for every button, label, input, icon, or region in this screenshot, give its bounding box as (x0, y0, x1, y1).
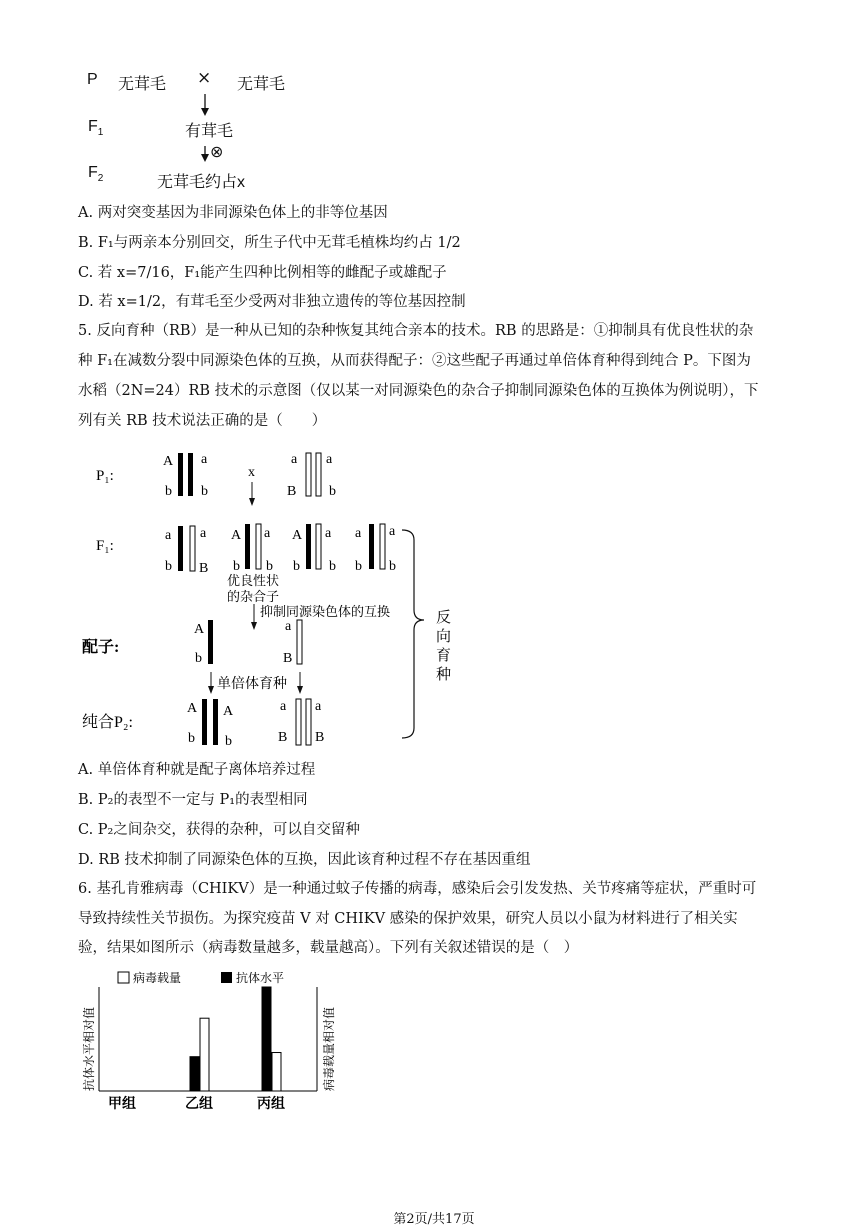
p1-right-chromosome-2 (316, 453, 321, 496)
svg-text:b: b (165, 559, 172, 574)
svg-text:b: b (293, 559, 300, 574)
bar-antibody-2 (190, 1057, 199, 1091)
svg-text:A: A (223, 704, 234, 719)
page-footer: 第2页/共17页 (393, 1212, 475, 1227)
svg-text:a: a (280, 699, 287, 714)
q5-stem-line3: 水稻（2N=24）RB 技术的示意图（仅以某一对同源染色的杂合子抑制同源染色体的互换体为例说明），下 (78, 383, 759, 399)
svg-text:b: b (188, 731, 195, 746)
svg-text:b: b (389, 559, 396, 574)
legend-swatch-antibody (221, 972, 232, 983)
haploid-label: 单倍体育种 (217, 677, 287, 692)
rb-label-char: 向 (436, 629, 452, 645)
category-label: 甲组 (108, 1097, 136, 1112)
f2-phenotype: 无茸毛约占x (157, 174, 246, 191)
bar-virus-2 (200, 1018, 209, 1091)
allele-label: a (326, 452, 333, 467)
svg-text:b: b (233, 559, 240, 574)
bar-antibody-3 (262, 987, 271, 1091)
gamete-black-chromosome (208, 620, 213, 664)
gamete-row-label: 配子: (82, 639, 120, 656)
cross-symbol: × (197, 68, 212, 88)
p1-row-label: P₁: (96, 468, 114, 484)
svg-text:B: B (283, 651, 293, 666)
svg-text:a: a (389, 524, 396, 539)
allele-label: b (165, 484, 172, 499)
q5-option-a: A. 单倍体育种就是配子离体培养过程 (78, 762, 316, 778)
q6-stem-line1: 6. 基孔肯雅病毒（CHIKV）是一种通过蚊子传播的病毒，感染后会引发发热、关节疼痛等症状，严重时可 (78, 881, 757, 897)
q5-option-c: C. P₂之间杂交，获得的杂种，可以自交留种 (78, 822, 360, 838)
svg-text:B: B (315, 730, 325, 745)
svg-text:a: a (200, 526, 207, 541)
bar-virus-3 (272, 1053, 281, 1091)
superior-label-1: 优良性状 (227, 573, 280, 588)
p1-left-chromosome-2 (188, 453, 193, 496)
q5-stem-line2: 种 F₁在减数分裂中同源染色体的互换，从而获得配子：②这些配子再通过单倍体育种得到纯合 P。下图为 (78, 353, 751, 369)
q5-option-d: D. RB 技术抑制了同源染色体的互换，因此该育种过程不存在基因重组 (78, 852, 531, 868)
svg-text:B: B (278, 730, 288, 745)
f1-phenotype: 有茸毛 (185, 123, 234, 140)
superior-label-2: 的杂合子 (227, 589, 280, 604)
svg-text:b: b (266, 559, 273, 574)
vaccine-bar-chart (75, 965, 355, 1115)
svg-text:a: a (264, 526, 271, 541)
rb-bracket (402, 530, 424, 738)
f1-label: $F_1$ (88, 118, 104, 139)
category-label: 丙组 (257, 1097, 285, 1112)
svg-text:A: A (231, 528, 242, 543)
self-cross-symbol: ⊗ (210, 142, 224, 161)
p2-row-label: 纯合P₂: (82, 714, 133, 731)
legend-swatch-virus (118, 972, 129, 983)
svg-text:A: A (194, 622, 205, 637)
q6-stem-line2: 导致持续性关节损伤。为探究疫苗 V 对 CHIKV 感染的保护效果，研究人员以小鼠为材料进行了相关实 (78, 911, 738, 927)
p1-right-chromosome-1 (306, 453, 311, 496)
q6-stem-line3: 验，结果如图所示（病毒数量越多，载量越高）。下列有关叙述错误的是（ ） (78, 940, 579, 956)
rb-label-char: 育 (436, 648, 452, 664)
svg-text:B: B (199, 561, 209, 576)
allele-label: B (287, 484, 297, 499)
legend-label-antibody: 抗体水平 (236, 971, 285, 985)
svg-text:a: a (285, 619, 292, 634)
svg-text:b: b (225, 734, 232, 749)
legend-label-virus: 病毒载量 (133, 971, 182, 985)
q5-stem-line1: 5. 反向育种（RB）是一种从已知的杂种恢复其纯合亲本的技术。RB 的思路是：①抑制具有优良性状的杂 (78, 323, 754, 339)
svg-text:a: a (325, 526, 332, 541)
suppress-label: 抑制同源染色体的互换 (260, 604, 391, 619)
p-right-phenotype: 无茸毛 (237, 76, 286, 93)
rb-breeding-diagram (80, 440, 460, 760)
f2-label: $F_2$ (88, 164, 104, 185)
category-label: 乙组 (185, 1097, 213, 1112)
svg-text:a: a (165, 528, 172, 543)
p1-left-chromosome-1 (178, 453, 183, 496)
f1-row-label: F₁: (96, 538, 114, 554)
svg-text:a: a (315, 699, 322, 714)
q4-option-c: C. 若 x=7/16，F₁能产生四种比例相等的雌配子或雄配子 (78, 265, 447, 281)
q4-option-b: B. F₁与两亲本分别回交，所生子代中无茸毛植株均约占 1/2 (78, 235, 461, 251)
allele-label: a (291, 452, 298, 467)
allele-label: b (329, 484, 336, 499)
allele-label: b (201, 484, 208, 499)
q4-option-a: A. 两对突变基因为非同源染色体上的非等位基因 (78, 205, 388, 221)
y-axis-left-label: 抗体水平相对值 (82, 1006, 96, 1091)
svg-text:b: b (195, 651, 202, 666)
p-label: P (87, 71, 98, 88)
allele-label: A (163, 454, 174, 469)
svg-text:b: b (329, 559, 336, 574)
svg-text:A: A (187, 701, 198, 716)
q4-option-d: D. 若 x=1/2，有茸毛至少受两对非独立遗传的等位基因控制 (78, 294, 466, 310)
rb-label-char: 种 (436, 667, 452, 683)
p-left-phenotype: 无茸毛 (118, 76, 167, 93)
q5-stem-line4: 列有关 RB 技术说法正确的是（ ） (78, 413, 327, 429)
cross-x: x (248, 465, 255, 480)
gamete-white-chromosome (297, 620, 302, 664)
svg-text:b: b (355, 559, 362, 574)
svg-text:a: a (355, 526, 362, 541)
rb-label-char: 反 (436, 610, 452, 626)
allele-label: a (201, 452, 208, 467)
q5-option-b: B. P₂的表型不一定与 P₁的表型相同 (78, 792, 308, 808)
svg-text:A: A (292, 528, 303, 543)
y-axis-right-label: 病毒载量相对值 (322, 1006, 336, 1091)
